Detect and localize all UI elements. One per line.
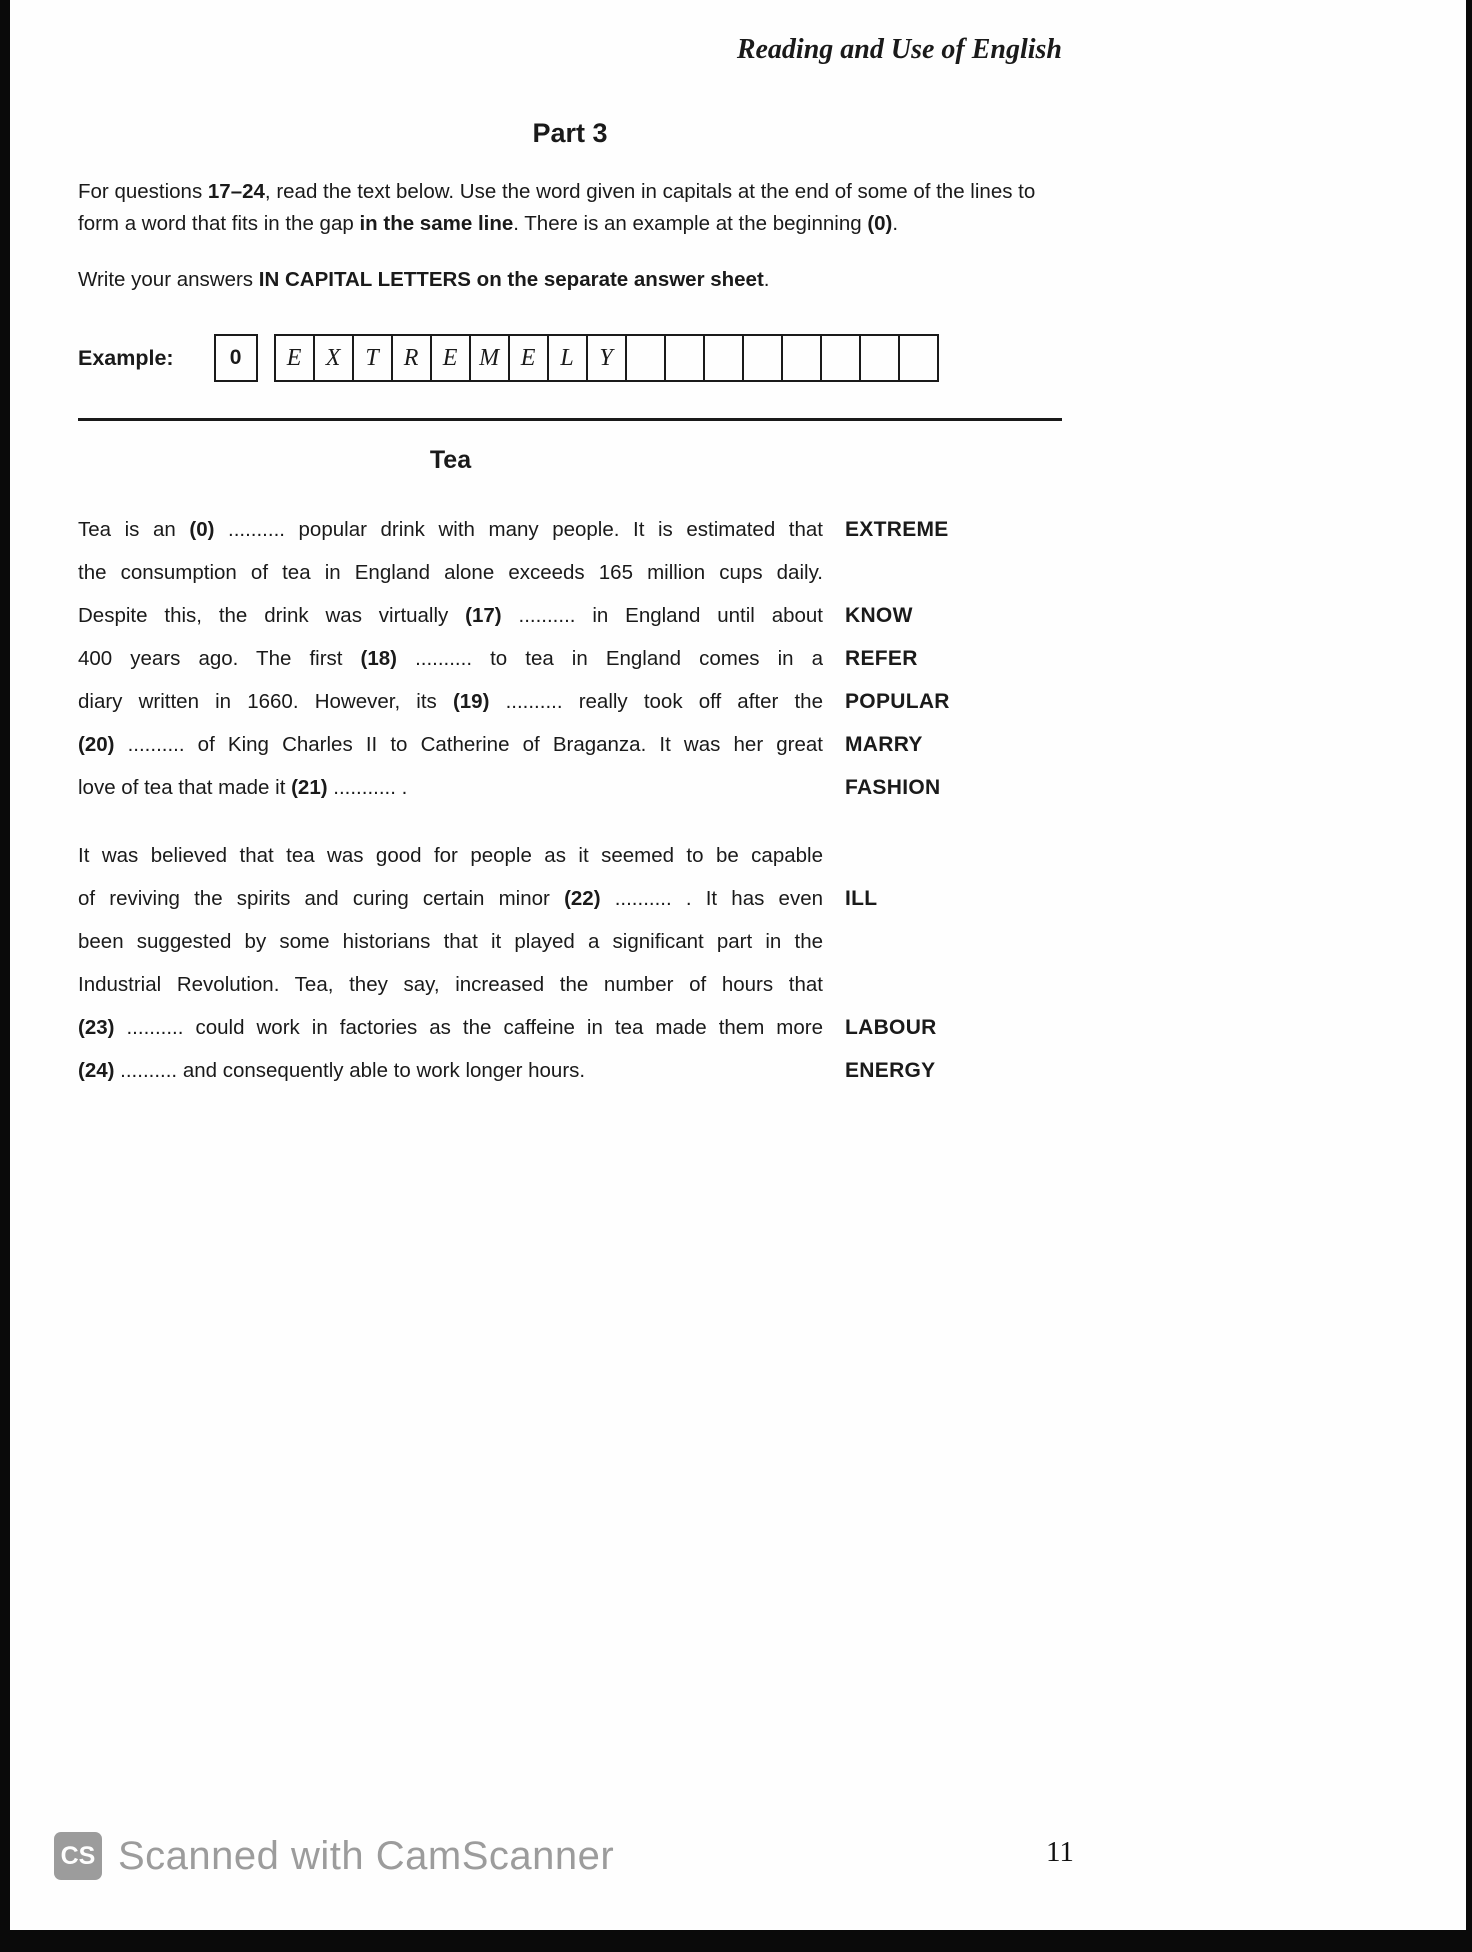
passage-line: [78, 834, 1062, 877]
passage-line: [78, 1006, 1062, 1049]
gap-number: (22): [564, 887, 601, 910]
line-post: ........... .: [327, 776, 408, 799]
line-text: [78, 920, 823, 963]
line-text: [78, 766, 823, 809]
answer-letter-cell: [703, 334, 744, 382]
line-post: .......... popular drink with many people. It is estimated that: [214, 518, 823, 541]
camscanner-logo-icon: CS: [54, 1832, 102, 1880]
passage-line: [78, 723, 1062, 766]
scan-edge-left: [0, 0, 10, 1952]
line-post: .......... in England until about: [501, 604, 823, 627]
answer-letter-cell: [820, 334, 861, 382]
passage-line: [78, 637, 1062, 680]
prompt-word: POPULAR: [845, 690, 950, 713]
line-text: [78, 963, 823, 1006]
line-pre: It was believed that tea was good for people as it seemed to be capable: [78, 844, 823, 867]
line-text: [78, 1006, 823, 1049]
answer-sheet-instruction: Write your answers IN CAPITAL LETTERS on the separate answer sheet.: [78, 268, 770, 291]
answer-letter-cell: [781, 334, 822, 382]
answer-letter-cell: Y: [586, 334, 627, 382]
answer-letter-cell: E: [508, 334, 549, 382]
divider-line: [78, 418, 1062, 421]
passage-line: [78, 920, 1062, 963]
prompt-word: ILL: [845, 887, 878, 910]
example-answer-boxes: [274, 334, 939, 382]
camscanner-watermark: [54, 1832, 614, 1880]
line-post: .......... and consequently able to work longer hours.: [114, 1059, 586, 1082]
prompt-word: FASHION: [845, 776, 941, 799]
passage: [78, 508, 1062, 1092]
line-post: .......... really took off after the: [489, 690, 823, 713]
prompt-word: MARRY: [845, 733, 923, 756]
answer-letter-cell: X: [313, 334, 354, 382]
example-row: [78, 334, 939, 382]
passage-line: [78, 963, 1062, 1006]
passage-line: [78, 508, 1062, 551]
gap-number: (24): [78, 1059, 115, 1082]
line-text: [78, 723, 823, 766]
line-text: [78, 834, 823, 877]
line-text: [78, 508, 823, 551]
passage-line: [78, 766, 1062, 809]
answer-letter-cell: [859, 334, 900, 382]
line-pre: Industrial Revolution. Tea, they say, increased the number of hours that: [78, 973, 823, 996]
line-pre: the consumption of tea in England alone exceeds 165 million cups daily.: [78, 561, 823, 584]
gap-number: (20): [78, 733, 115, 756]
answer-letter-cell: T: [352, 334, 393, 382]
line-post: .......... of King Charles II to Catherine of Braganza. It was her great: [114, 733, 823, 756]
line-post: .......... . It has even: [600, 887, 823, 910]
line-text: [78, 680, 823, 723]
passage-title: Tea: [429, 446, 472, 474]
answer-letter-cell: E: [430, 334, 471, 382]
line-text: [78, 551, 823, 594]
task-instructions: For questions 17–24, read the text below. Use the word given in capitals at the end of some of the lines to form a word that fits in the gap in the same line. There is an example at the beginning (0).: [78, 180, 1036, 235]
example-label: Example:: [78, 345, 174, 370]
line-text: [78, 1049, 823, 1092]
passage-line: [78, 680, 1062, 723]
prompt-word: REFER: [845, 647, 918, 670]
section-title: Reading and Use of English: [736, 34, 1062, 65]
line-pre: love of tea that made it: [78, 776, 292, 799]
prompt-word: KNOW: [845, 604, 913, 627]
line-pre: 400 years ago. The first: [78, 647, 361, 670]
gap-number: (23): [78, 1016, 115, 1039]
gap-number: (0): [189, 518, 215, 541]
prompt-word: EXTREME: [845, 518, 949, 541]
gap-number: (18): [360, 647, 397, 670]
answer-letter-cell: L: [547, 334, 588, 382]
answer-letter-cell: R: [391, 334, 432, 382]
part-title: Part 3: [532, 118, 608, 148]
passage-line: [78, 551, 1062, 594]
line-pre: been suggested by some historians that it played a significant part in the: [78, 930, 823, 953]
passage-line: [78, 877, 1062, 920]
answer-letter-cell: [742, 334, 783, 382]
gap-number: (17): [465, 604, 502, 627]
line-post: .......... could work in factories as the caffeine in tea made them more: [114, 1016, 823, 1039]
line-text: [78, 877, 823, 920]
line-text: [78, 594, 823, 637]
line-pre: diary written in 1660. However, its: [78, 690, 453, 713]
example-number-box: 0: [214, 334, 258, 382]
line-pre: of reviving the spirits and curing certain minor: [78, 887, 565, 910]
line-text: [78, 637, 823, 680]
page-number: 11: [1046, 1836, 1074, 1868]
scan-edge-right: [1466, 0, 1472, 1952]
watermark-text: Scanned with CamScanner: [118, 1833, 615, 1878]
gap-number: (21): [291, 776, 328, 799]
line-pre: Despite this, the drink was virtually: [78, 604, 466, 627]
answer-letter-cell: M: [469, 334, 510, 382]
answer-letter-cell: [664, 334, 705, 382]
passage-line: [78, 594, 1062, 637]
passage-line: [78, 1049, 1062, 1092]
prompt-word: LABOUR: [845, 1016, 937, 1039]
answer-letter-cell: [625, 334, 666, 382]
gap-number: (19): [452, 690, 490, 713]
prompt-word: ENERGY: [845, 1059, 936, 1082]
answer-letter-cell: [898, 334, 939, 382]
answer-letter-cell: E: [274, 334, 315, 382]
line-post: .......... to tea in England comes in a: [397, 647, 823, 670]
scan-edge-bottom: [0, 1930, 1472, 1952]
line-pre: Tea is an: [78, 518, 190, 541]
